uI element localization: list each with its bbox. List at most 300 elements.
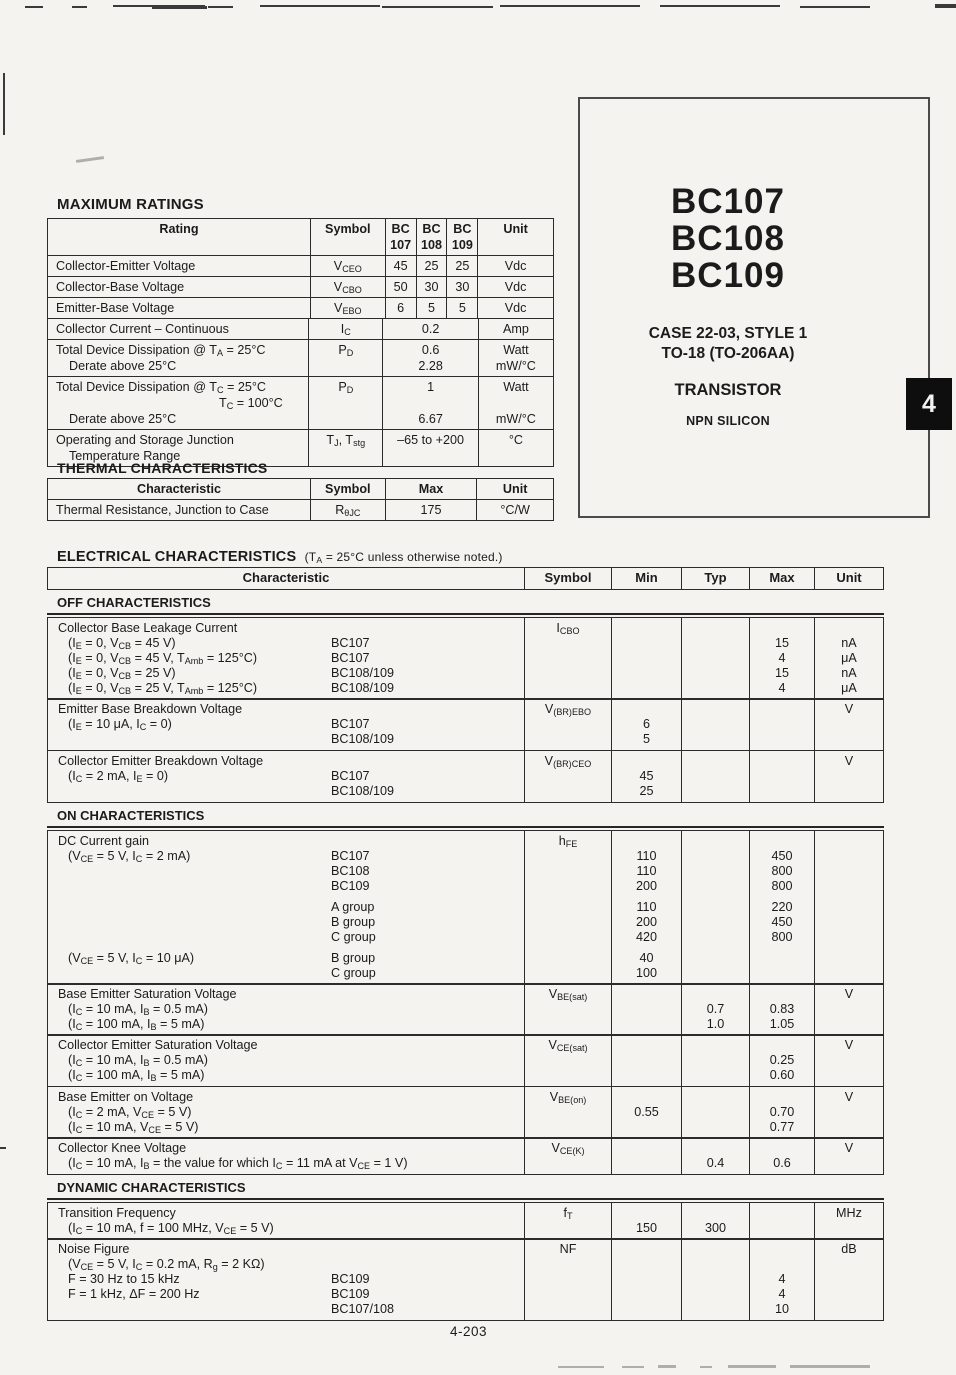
condition-text: Base Emitter Saturation Voltage (58, 986, 237, 1001)
max-value (750, 769, 814, 784)
unit-cell (814, 1203, 883, 1239)
condition-text: DC Current gain (58, 833, 149, 848)
typ-value (682, 1038, 749, 1053)
symbol-text: $T_J$, $T_{stg}$ (326, 433, 366, 448)
condition-text: Transition Frequency (58, 1205, 176, 1220)
device-info-content (580, 183, 928, 428)
min-value: 110 (636, 848, 657, 863)
device-label: BC109 (331, 1272, 370, 1287)
condition-text: ($I_C = 100$ mA, $I_B = 5$ mA) (68, 1068, 205, 1084)
min-value (612, 1141, 681, 1156)
characteristic-cell (48, 618, 524, 699)
characteristic-row (47, 1086, 884, 1139)
characteristic-cell (48, 831, 524, 984)
rating-text: Derate above 25°C (69, 412, 177, 426)
table-header-row (47, 567, 884, 590)
device-label: BC107 (331, 636, 370, 650)
unit-cell (814, 1239, 883, 1320)
characteristic-row (47, 1202, 884, 1240)
unit-text: Watt (503, 343, 529, 357)
characteristic-line (48, 702, 524, 717)
scan-artifact (700, 1366, 712, 1368)
max-value (750, 966, 814, 981)
condition-text: Noise Figure (58, 1242, 130, 1257)
typ-value (682, 1287, 749, 1302)
max-cell (749, 618, 814, 699)
rating-text: Temperature Range (69, 449, 181, 463)
min-value (612, 1090, 681, 1105)
unit-value (815, 915, 883, 930)
max-value: 0.77 (769, 1119, 795, 1134)
device-label: BC109 (331, 878, 370, 893)
device-label: C group (331, 929, 376, 944)
unit-cell (478, 430, 553, 466)
typ-value (682, 784, 749, 799)
min-value (612, 702, 681, 717)
typ-cell (681, 1239, 749, 1320)
typ-cell (681, 699, 749, 750)
max-value: 1.05 (769, 1016, 795, 1031)
unit-cell (477, 298, 553, 318)
typ-value: 300 (704, 1220, 726, 1235)
characteristic-cell (48, 984, 524, 1035)
unit-value (815, 951, 883, 966)
min-cell (611, 1203, 681, 1239)
model-bc109: BC109 (671, 256, 785, 295)
max-value: 4 (778, 651, 786, 665)
typ-value (682, 834, 749, 849)
rating-text: Operating and Storage Junction (56, 433, 234, 447)
symbol-cell (524, 751, 611, 802)
min-value (612, 1302, 681, 1317)
characteristic-line (48, 1141, 524, 1156)
rating-text: Total Device Dissipation @ $T_A = 25^\circ C$ (56, 343, 266, 358)
min-value: 420 (635, 929, 657, 944)
symbol-text: $P_D$ (338, 343, 354, 358)
unit-value (815, 966, 883, 981)
min-value (612, 1002, 681, 1017)
unit-text: °C/W (500, 503, 530, 517)
characteristic-line (48, 1002, 524, 1017)
max-value: 4 (778, 1287, 786, 1302)
min-value (612, 1206, 681, 1221)
header-text: 109 (451, 238, 473, 252)
section-header: ON CHARACTERISTICS (47, 806, 884, 828)
unit-value: V (844, 986, 854, 1001)
max-value (750, 621, 814, 636)
typ-value (682, 769, 749, 784)
scan-artifact (660, 5, 780, 7)
characteristic-row (47, 830, 884, 985)
rating-text: Collector-Emitter Voltage (56, 259, 196, 273)
characteristic-line (48, 1017, 524, 1032)
min-value (612, 987, 681, 1002)
characteristic-cell (48, 1035, 524, 1086)
table-row (48, 297, 553, 318)
rating-text: Emitter-Base Voltage (56, 301, 175, 315)
symbol-cell (308, 340, 382, 376)
symbol-cell (310, 500, 385, 520)
unit-value: μA (841, 681, 857, 695)
value-cell (385, 277, 416, 297)
max-value (750, 717, 814, 732)
characteristic-line (48, 1068, 524, 1083)
characteristic-line (48, 834, 524, 849)
device-info-panel (578, 97, 930, 518)
max-value (750, 951, 814, 966)
unit-value: μA (841, 651, 857, 665)
typ-value (682, 849, 749, 864)
value-text: 30 (455, 280, 470, 294)
characteristic-line (48, 1221, 524, 1236)
value-cell (416, 277, 447, 297)
unit-value (815, 1272, 883, 1287)
min-value: 5 (642, 732, 650, 747)
section-header: OFF CHARACTERISTICS (47, 593, 884, 615)
maximum-ratings-table (47, 218, 554, 467)
scan-artifact (25, 6, 43, 8)
min-value: 100 (635, 965, 657, 980)
unit-cell (814, 1138, 883, 1174)
characteristic-line (48, 987, 524, 1002)
unit-text: Watt (503, 380, 529, 394)
symbol-cell (308, 377, 382, 429)
min-value (612, 621, 681, 636)
unit-value (815, 1221, 883, 1236)
typ-value (682, 1206, 749, 1221)
max-value (750, 784, 814, 799)
condition-text: ($V_{CE} = 5$ V, $I_C = 2$ mA) (68, 848, 191, 864)
condition-text: Collector Emitter Saturation Voltage (58, 1038, 258, 1053)
device-label: B group (331, 914, 376, 929)
electrical-title-note: ($T_A = 25^\circ C$ unless otherwise noted.) (304, 550, 503, 565)
rating-cell (48, 277, 310, 297)
unit-value (815, 849, 883, 864)
typ-value: 0.4 (706, 1155, 725, 1170)
model-bc108: BC108 (671, 219, 785, 258)
value-text: 2.28 (418, 359, 443, 373)
table-row (48, 276, 553, 297)
header-cell (385, 219, 416, 255)
typ-value (682, 987, 749, 1002)
unit-value (815, 930, 883, 945)
typ-value (682, 966, 749, 981)
device-label: BC107 (331, 717, 370, 732)
symbol-cell (310, 298, 385, 318)
header-cell (385, 479, 477, 499)
scan-artifact (622, 1366, 644, 1368)
typ-value: 1.0 (706, 1016, 725, 1031)
max-value: 800 (771, 929, 793, 944)
value-text: 5 (427, 301, 435, 315)
max-value: 0.83 (769, 1001, 795, 1016)
min-value (612, 1017, 681, 1032)
characteristic-row (47, 617, 884, 700)
typ-value (682, 1053, 749, 1068)
max-cell (749, 984, 814, 1035)
unit-cell (477, 256, 553, 276)
typ-value (682, 879, 749, 894)
value-text: 1 (427, 380, 435, 394)
max-value: 15 (774, 636, 789, 650)
model-bc107: BC107 (671, 182, 785, 221)
min-value (612, 1272, 681, 1287)
condition-text: ($I_C = 10$ mA, $I_B = 0.5$ mA) (68, 1053, 208, 1069)
unit-value (815, 1302, 883, 1317)
min-cell (611, 618, 681, 699)
symbol-cell (524, 1087, 611, 1138)
device-label: BC109 (331, 1287, 370, 1302)
header-cell (476, 479, 553, 499)
max-value: 0.25 (769, 1053, 795, 1068)
condition-text: Collector Emitter Breakdown Voltage (58, 753, 264, 768)
unit-value (815, 621, 883, 636)
value-cell (385, 298, 416, 318)
scan-artifact (3, 73, 5, 135)
typ-value (682, 915, 749, 930)
rating-cell (48, 319, 308, 339)
characteristic-cell (48, 699, 524, 750)
device-label: BC108/109 (331, 732, 395, 747)
characteristic-line (48, 930, 524, 945)
header-cell (477, 219, 553, 255)
min-value: 200 (635, 914, 657, 929)
value-cell (416, 256, 447, 276)
unit-value: dB (841, 1242, 857, 1257)
condition-text: Base Emitter on Voltage (58, 1089, 194, 1104)
typ-cell (681, 984, 749, 1035)
min-value (612, 636, 681, 651)
rating-text: Collector Current – Continuous (56, 322, 229, 336)
device-label: B group (331, 950, 376, 965)
unit-text: °C (508, 433, 523, 447)
header-text: Symbol (325, 222, 371, 236)
max-cell (749, 1087, 814, 1138)
section-header: DYNAMIC CHARACTERISTICS (47, 1178, 884, 1200)
max-cell (385, 500, 477, 520)
device-label: C group (331, 965, 376, 980)
characteristic-cell (48, 1087, 524, 1138)
typ-cell (681, 831, 749, 984)
typ-value (682, 636, 749, 651)
max-value: 220 (771, 899, 793, 914)
header-cell: Characteristic (242, 570, 330, 585)
typ-value (682, 1141, 749, 1156)
characteristic-line (48, 651, 524, 666)
characteristic-line (48, 966, 524, 981)
characteristic-row (47, 1238, 884, 1321)
max-cell (749, 1035, 814, 1086)
max-value: 0.6 (773, 1155, 791, 1170)
unit-value: V (844, 1089, 854, 1104)
scan-artifact (382, 6, 493, 8)
symbol-cell (524, 831, 611, 984)
header-text: BC (391, 222, 410, 236)
table-header-row (48, 479, 553, 499)
characteristic-cell (48, 1239, 524, 1320)
condition-text: Collector Base Leakage Current (58, 621, 238, 635)
condition-text: Emitter Base Breakdown Voltage (58, 702, 243, 717)
device-label: BC107 (331, 651, 370, 665)
min-value (612, 1053, 681, 1068)
max-value: 0.60 (769, 1068, 795, 1083)
min-value (612, 666, 681, 681)
rating-cell (48, 340, 308, 376)
max-value (750, 754, 814, 769)
max-text: 175 (420, 503, 442, 517)
value-text: 50 (393, 280, 408, 294)
characteristic-line (48, 1053, 524, 1068)
value-text: 45 (393, 259, 408, 273)
table-row (48, 376, 553, 429)
unit-value (815, 732, 883, 747)
typ-value (682, 1120, 749, 1135)
scan-artifact (76, 156, 104, 163)
table-row (48, 318, 553, 339)
max-value: 10 (774, 1302, 789, 1317)
header-text: Unit (503, 222, 528, 236)
min-cell (611, 751, 681, 802)
min-value: 150 (635, 1220, 657, 1235)
characteristic-line (48, 1105, 524, 1120)
max-value: 450 (771, 914, 793, 929)
max-value (750, 1221, 814, 1236)
scan-artifact (500, 5, 640, 7)
value-cell (385, 256, 416, 276)
typ-value (682, 1257, 749, 1272)
typ-value (682, 754, 749, 769)
unit-cell (478, 340, 553, 376)
value-text (383, 395, 477, 411)
characteristic-line (48, 915, 524, 930)
scan-artifact (658, 1365, 676, 1368)
symbol-text: $I_{CBO}$ (556, 621, 580, 636)
unit-text: mW/°C (495, 412, 536, 426)
symbol-text: $R_{\theta JC}$ (335, 503, 361, 518)
unit-value (815, 1257, 883, 1272)
symbol-text: $V_{(BR)CEO}$ (544, 753, 592, 769)
thermal-table (47, 478, 554, 521)
typ-value (682, 681, 749, 696)
min-cell (611, 1035, 681, 1086)
header-cell (416, 219, 447, 255)
chapter-tab: 4 (906, 378, 952, 430)
characteristic-line (48, 1242, 524, 1257)
symbol-text: $V_{CEO}$ (333, 259, 362, 274)
typ-value (682, 651, 749, 666)
header-cell (310, 219, 385, 255)
typ-value (682, 702, 749, 717)
typ-cell (681, 1035, 749, 1086)
condition-text: ($I_C = 10$ mA, $I_B$ = the value for which $I_C = 11$ mA at $V_{CE} = 1$ V) (68, 1155, 408, 1171)
min-value: 45 (639, 768, 654, 783)
unit-text: Amp (502, 322, 529, 336)
characteristic-line (48, 1038, 524, 1053)
symbol-cell (310, 256, 385, 276)
header-cell (48, 479, 310, 499)
unit-value: nA (841, 636, 857, 650)
symbol-text: $V_{CE(K)}$ (551, 1140, 585, 1156)
condition-text: ($I_C = 100$ mA, $I_B = 5$ mA) (68, 1016, 205, 1032)
min-value: 110 (636, 899, 657, 914)
characteristic-row (47, 1034, 884, 1087)
unit-value (815, 784, 883, 799)
value-text: –65 to +200 (397, 433, 465, 447)
scan-artifact (72, 6, 87, 8)
unit-value (815, 864, 883, 879)
scan-artifact (935, 4, 956, 8)
header-text: BC (422, 222, 441, 236)
min-value: 25 (639, 783, 654, 798)
characteristic-row (47, 983, 884, 1036)
min-value (612, 651, 681, 666)
header-cell: Max (749, 568, 814, 589)
min-value (612, 1257, 681, 1272)
typ-cell (681, 751, 749, 802)
header-text: Rating (159, 222, 199, 236)
value-cell (416, 298, 447, 318)
table-row (48, 499, 553, 520)
symbol-text: $V_{CE(sat)}$ (548, 1038, 588, 1054)
characteristic-line (48, 879, 524, 894)
rating-text: Total Device Dissipation @ $T_C = 25^\circ C$ (56, 380, 266, 395)
scan-artifact (790, 1365, 870, 1368)
min-value (612, 1242, 681, 1257)
typ-value (682, 951, 749, 966)
characteristic-cell (48, 1138, 524, 1174)
characteristic-line (48, 732, 524, 747)
unit-cell (814, 1087, 883, 1138)
condition-text: ($I_C = 2$ mA, $V_{CE} = 5$ V) (68, 1104, 192, 1120)
device-label: BC107 (331, 768, 370, 783)
characteristic-text: Thermal Resistance, Junction to Case (56, 503, 269, 517)
min-cell (611, 1239, 681, 1320)
typ-value (682, 900, 749, 915)
unit-cell (814, 751, 883, 802)
unit-text: Vdc (504, 301, 527, 315)
case-style (580, 324, 876, 364)
symbol-cell (310, 277, 385, 297)
unit-cell (478, 377, 553, 429)
value-text: 5 (458, 301, 466, 315)
rating-cell (48, 256, 310, 276)
max-value: 0.70 (769, 1104, 795, 1119)
characteristic-row (47, 750, 884, 803)
characteristic-row (47, 1137, 884, 1175)
header-cell (310, 479, 385, 499)
symbol-cell (524, 1138, 611, 1174)
header-text: BC (453, 222, 472, 236)
min-cell (611, 984, 681, 1035)
characteristic-line (48, 754, 524, 769)
condition-text: ($I_E = 0$, $V_{CB} = 25$ V, $T_{Amb} = 125^\circ C$) (68, 681, 258, 696)
header-text: Unit (502, 482, 528, 496)
header-cell: Symbol (524, 568, 611, 589)
typ-value (682, 621, 749, 636)
max-value: 4 (778, 1272, 786, 1287)
device-label: BC108/109 (331, 666, 395, 680)
max-value (750, 1257, 814, 1272)
unit-cell (814, 984, 883, 1035)
unit-value: nA (841, 666, 857, 680)
characteristic-line (48, 681, 524, 696)
max-value (750, 1090, 814, 1105)
device-label: BC107/108 (331, 1302, 395, 1317)
min-value (612, 1287, 681, 1302)
unit-cell (476, 500, 553, 520)
min-cell (611, 699, 681, 750)
max-value (750, 1206, 814, 1221)
